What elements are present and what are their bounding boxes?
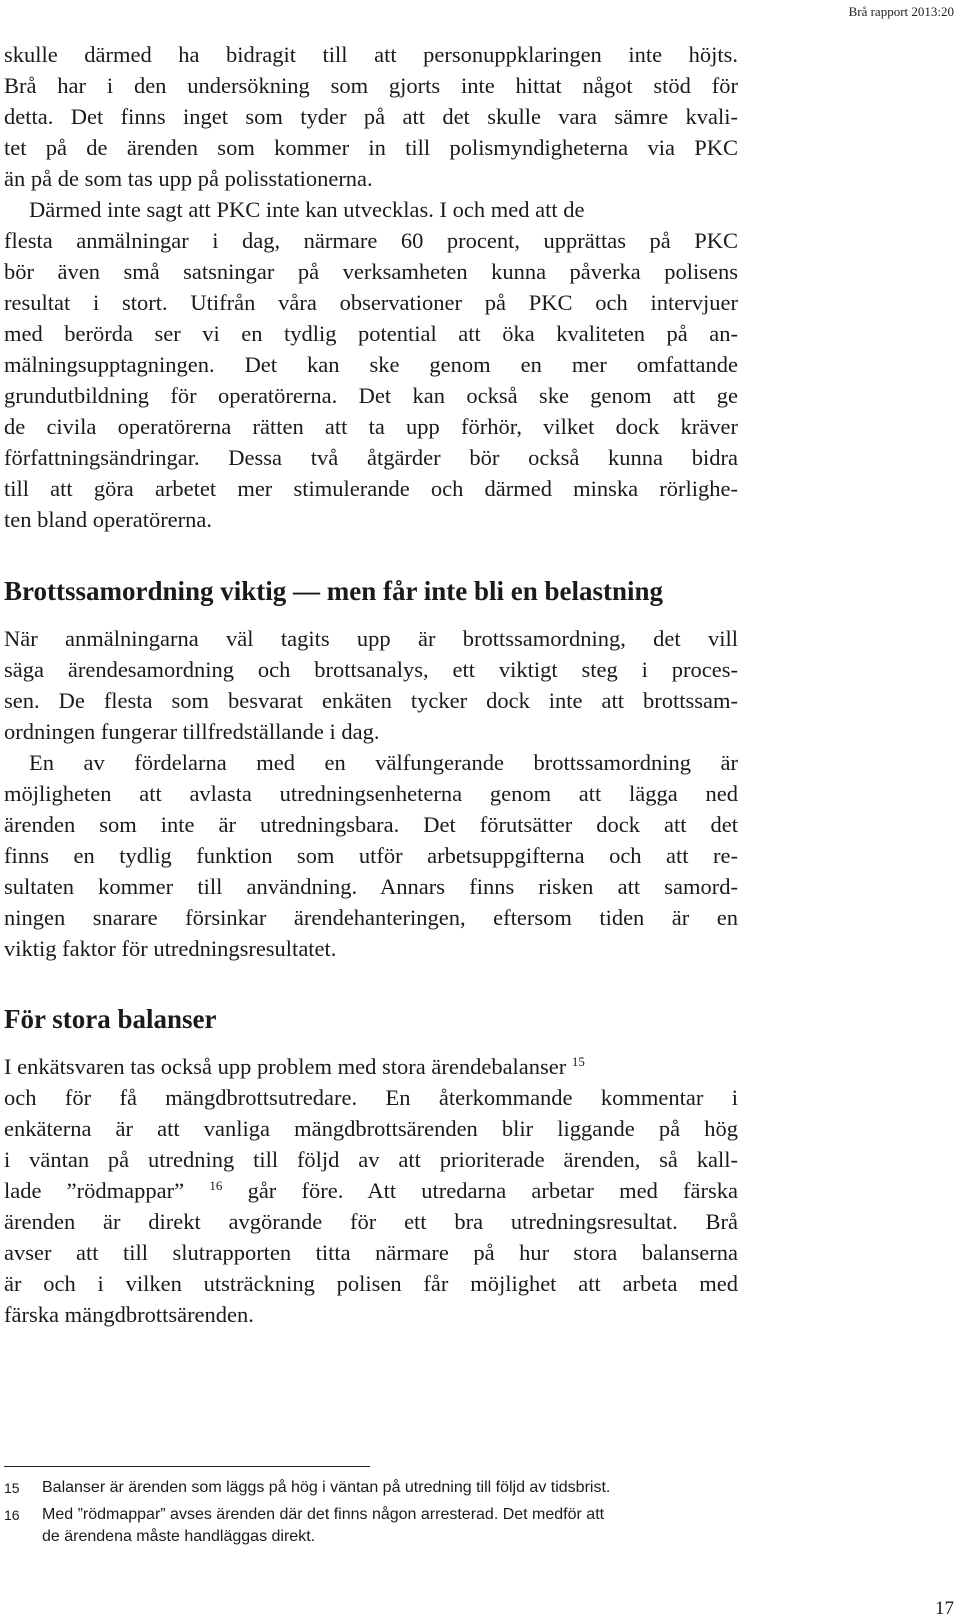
- body-line: skulle därmed ha bidragit till att personuppklaringen inte höjts.: [4, 42, 738, 67]
- body-line: flesta anmälningar i dag, närmare 60 procent, upprättas på PKC: [4, 228, 738, 253]
- body-line: till att göra arbetet mer stimulerande och därmed minska rörlighe-: [4, 476, 738, 501]
- body-line: de civila operatörerna rätten att ta upp förhör, vilket dock kräver: [4, 414, 738, 439]
- body-line: med berörda ser vi en tydlig potential att öka kvaliteten på an-: [4, 321, 738, 346]
- body-line: mälningsupptagningen. Det kan ske genom en mer omfattande: [4, 352, 738, 377]
- body-line: enkäterna är att vanliga mängdbrottsärenden blir liggande på hög: [4, 1116, 738, 1141]
- footnote-ref[interactable]: 15: [571, 1054, 585, 1069]
- body-text: går före. Att utredarna arbetar med färska: [247, 1178, 739, 1203]
- body-line: ningen snarare försinkar ärendehanteringen, eftersom tiden är en: [4, 905, 738, 930]
- footnote-text: Med ”rödmappar” avses ärenden där det finns någon arresterad. Det medför att: [42, 1506, 605, 1523]
- body-line: möjligheten att avlasta utredningsenheterna genom att lägga ned: [4, 781, 738, 806]
- body-line: En av fördelarna med en välfungerande brottssamordning är: [29, 750, 738, 775]
- body-line: ärenden är direkt avgörande för ett bra utredningsresultat. Brå: [4, 1209, 738, 1234]
- footnote-text: Balanser är ärenden som läggs på hög i väntan på utredning till följd av tidsbrist.: [42, 1479, 611, 1496]
- body-line: i väntan på utredning till följd av att prioriterade ärenden, så kall-: [4, 1147, 738, 1172]
- body-line: Därmed inte sagt att PKC inte kan utvecklas. I och med att de: [29, 197, 585, 222]
- footnote-divider: [4, 1466, 370, 1467]
- body-line: är och i vilken utsträckning polisen får möjlighet att arbeta med: [4, 1271, 738, 1296]
- body-line: ordningen fungerar tillfredställande i dag.: [4, 719, 380, 744]
- body-line: finns en tydlig funktion som utför arbetsuppgifterna och att re-: [4, 843, 738, 868]
- body-line: detta. Det finns inget som tyder på att det skulle vara sämre kvali-: [4, 104, 738, 129]
- footnote-text: de ärendena måste handläggas direkt.: [42, 1528, 316, 1545]
- body-line: bör även små satsningar på verksamheten kunna påverka polisens: [4, 259, 738, 284]
- body-line: sen. De flesta som besvarat enkäten tycker dock inte att brottssam-: [4, 688, 738, 713]
- body-line: resultat i stort. Utifrån våra observationer på PKC och intervjuer: [4, 290, 738, 315]
- body-line: [4, 1051, 738, 1082]
- body-text: I enkätsvaren tas också upp problem med stora ärendebalanser: [4, 1054, 567, 1079]
- body-line: sultaten kommer till användning. Annars finns risken att samord-: [4, 874, 738, 899]
- body-line: grundutbildning för operatörerna. Det kan också ske genom att ge: [4, 383, 738, 408]
- body-line: avser att till slutrapporten titta närmare på hur stora balanserna: [4, 1240, 738, 1265]
- body-line: tet på de ärenden som kommer in till polismyndigheterna via PKC: [4, 135, 738, 160]
- body-text: lade ”rödmappar”: [4, 1178, 185, 1203]
- footnote-ref[interactable]: 16: [209, 1178, 223, 1193]
- section-heading: För stora balanser: [4, 1004, 217, 1034]
- body-line: säga ärendesamordning och brottsanalys, ett viktigt steg i proces-: [4, 657, 738, 682]
- section-heading: Brottssamordning viktig — men får inte bli en belastning: [4, 576, 664, 606]
- body-line: När anmälningarna väl tagits upp är brottssamordning, det vill: [4, 626, 738, 651]
- body-line: färska mängdbrottsärenden.: [4, 1302, 254, 1327]
- footnote-number: 16: [4, 1507, 20, 1523]
- footnote-number: 15: [4, 1480, 20, 1496]
- body-line: författningsändringar. Dessa två åtgärder bör också kunna bidra: [4, 445, 738, 470]
- body-line: ärenden som inte är utredningsbara. Det förutsätter dock att det: [4, 812, 738, 837]
- body-line: än på de som tas upp på polisstationerna.: [4, 166, 373, 191]
- body-line: [4, 1175, 738, 1206]
- body-line: och för få mängdbrottsutredare. En återkommande kommentar i: [4, 1085, 738, 1110]
- running-header: Brå rapport 2013:20: [848, 4, 954, 19]
- page-number: 17: [935, 1598, 954, 1619]
- body-line: viktig faktor för utredningsresultatet.: [4, 936, 337, 961]
- body-line: ten bland operatörerna.: [4, 507, 213, 532]
- body-line: Brå har i den undersökning som gjorts inte hittat något stöd för: [4, 73, 738, 98]
